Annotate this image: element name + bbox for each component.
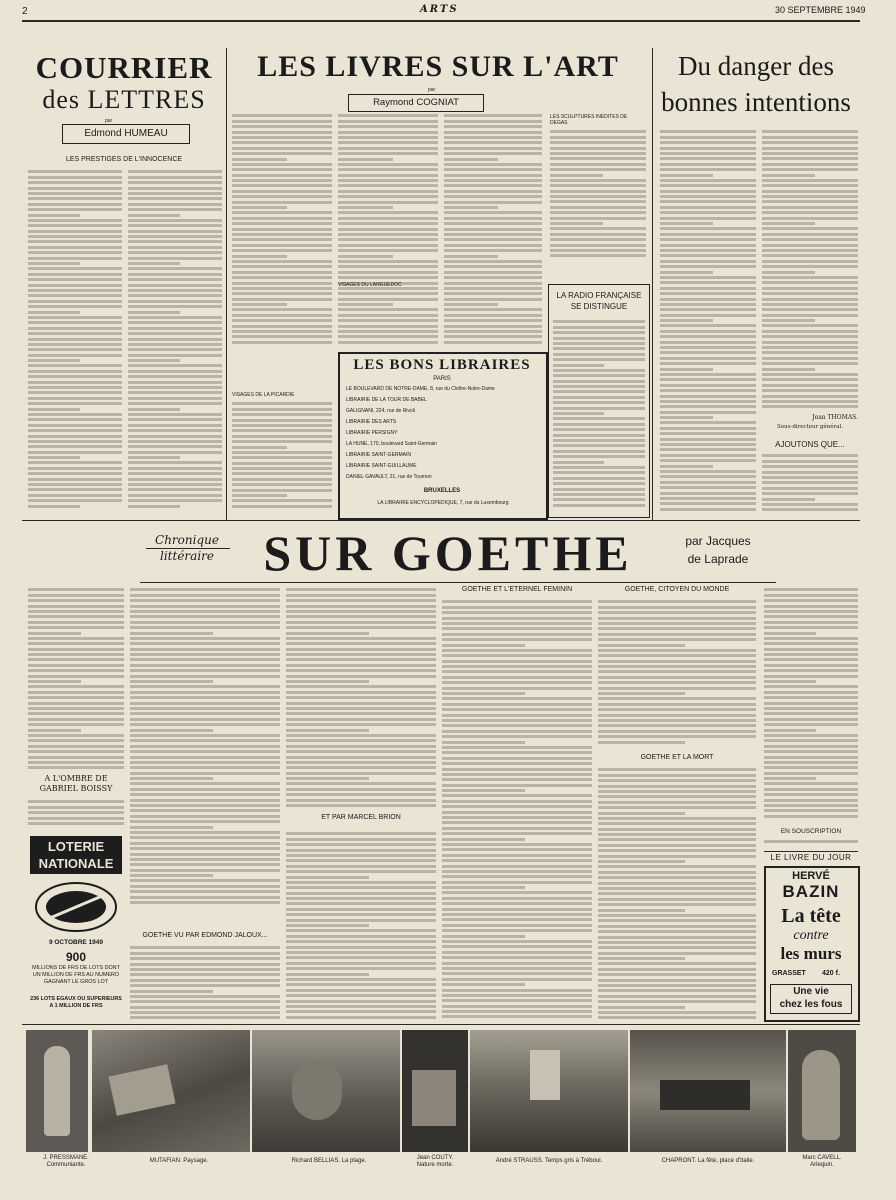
book-tag-2: chez les fous: [779, 999, 843, 1010]
courrier-author-prefix: par: [105, 118, 113, 124]
col-rule-1: [226, 48, 227, 520]
section-rule: [22, 520, 860, 521]
loterie-title: [30, 836, 122, 874]
libraires-title: LES BONS LIBRAIRES: [353, 357, 531, 373]
paintings-rule: [22, 1024, 860, 1025]
goethe-left-text: [28, 586, 124, 770]
painting-strauss: [470, 1030, 628, 1152]
caption-bellias: [256, 1158, 402, 1165]
souscription-text: [764, 838, 858, 848]
caption-title: La fête, place d'Italie.: [697, 1158, 755, 1164]
goethe-subhead-brion: ET PAR MARCEL BRION: [321, 814, 401, 821]
livres-subhead-languedoc: VISAGES DU LANGUEDOC: [338, 282, 402, 288]
livres-text-col3: [444, 112, 542, 348]
painting-pressmane: [26, 1030, 88, 1152]
caption-artist: CHAPRONT.: [661, 1158, 697, 1164]
goethe-subhead-feminin: GOETHE ET L'ETERNEL FEMININ: [461, 586, 573, 593]
painting-mutafian: [92, 1030, 250, 1152]
caption-artist: André STRAUSS.: [495, 1158, 544, 1164]
livres-author-prefix: par: [428, 87, 436, 93]
loterie-number: 900: [65, 950, 87, 964]
caption-title: Temps gris à Tréboul.: [544, 1158, 603, 1164]
courrier-subhead: LES PRESTIGES DE L'INNOCENCE: [65, 156, 183, 163]
caption-artist: J. PRESSMANE.: [43, 1155, 89, 1161]
loterie-date: 9 OCTOBRE 1949: [48, 939, 104, 946]
courrier-author: Edmond HUMEAU: [84, 128, 168, 139]
libraire-entry: LIBRAIRIE DES ARTS: [346, 419, 397, 425]
courrier-text-col2: [128, 168, 222, 510]
caption-artist: Jean COUTY.: [416, 1155, 454, 1161]
caption-chapront: [630, 1158, 786, 1165]
boissy-subhead: A L'OMBRE DE GABRIEL BOISSY: [39, 774, 113, 793]
radio-title: LA RADIO FRANÇAISE SE DISTINGUE: [556, 291, 642, 311]
danger-signature: Jean THOMAS.: [812, 414, 858, 421]
livres-subhead-picardie: VISAGES DE LA PICARDIE: [232, 392, 295, 398]
caption-title: Arlequin.: [810, 1162, 834, 1168]
book-publisher: GRASSET: [772, 970, 806, 977]
danger-title: Du danger des bonnes intentions: [661, 51, 851, 117]
bazin-last: BAZIN: [782, 882, 840, 901]
radio-text: [553, 318, 645, 510]
goethe-author-2: de Laprade: [687, 552, 749, 566]
col-rule-2: [652, 48, 653, 520]
livres-subhead-degas: LES SCULPTURES INEDITES DE DEGAS: [550, 114, 628, 126]
livres-author: Raymond COGNIAT: [373, 97, 459, 108]
caption-title: Communiante.: [46, 1162, 86, 1168]
painting-chapront: [630, 1030, 786, 1152]
caption-title: La plage.: [341, 1158, 367, 1164]
goethe-subhead-citoyen: GOETHE, CITOYEN DU MONDE: [624, 586, 730, 593]
caption-artist: Richard BELLIAS.: [291, 1158, 340, 1164]
loterie-desc: MILLIONS DE FRS DE LOTS DONT UN MILLION DE FRS AU NUMERO GAGNANT LE GROS LOT: [32, 965, 120, 985]
goethe-title: SUR GOETHE: [263, 525, 633, 581]
painting-cavell: [788, 1030, 856, 1152]
caption-title: Paysage.: [183, 1158, 209, 1164]
chronique-label-2: littéraire: [160, 549, 214, 563]
livres-text-col1: [232, 112, 332, 348]
book-tag-1: Une vie: [793, 986, 829, 997]
caption-artist: MUTAFIAN.: [149, 1158, 182, 1164]
livres-text-lower: [232, 400, 332, 510]
goethe-text-col1b: [130, 944, 280, 1020]
goethe-text-col1: [130, 586, 280, 906]
paper-name: ARTS: [420, 4, 459, 15]
livres-text-col2: [338, 112, 438, 348]
goethe-text-col4: [598, 598, 756, 748]
caption-artist: Marc CAVELL.: [802, 1155, 842, 1161]
caption-strauss: [470, 1158, 628, 1165]
issue-date: 30 SEPTEMBRE 1949: [775, 5, 866, 15]
libraire-entry: LE BOULEVARD DE NOTRE-DAME, 8, rue du Cloître-Notre-Dame: [346, 386, 495, 392]
chronique-label: Chronique: [155, 533, 219, 547]
danger-signature-role: Sous-directeur général.: [777, 424, 843, 430]
loterie-title-2: NATIONALE: [38, 856, 114, 871]
danger-ajoutons-subhead: AJOUTONS QUE...: [775, 440, 845, 449]
danger-text-col1: [660, 128, 756, 512]
caption-pressmane: [26, 1155, 106, 1169]
libraire-entry: DANIEL GAVAULT, 21, rue de Tournon: [346, 474, 432, 480]
goethe-text-right: [764, 586, 858, 822]
libraire-entry: LIBRAIRIE PERSIGNY: [346, 430, 398, 436]
loterie-emblem: [32, 878, 120, 936]
libraire-entry: GALIGNANI, 224, rue de Rivoli: [346, 408, 415, 414]
bazin-first: HERVÉ: [792, 870, 830, 882]
page-number: 2: [22, 6, 28, 17]
goethe-text-col2b: [286, 830, 436, 1020]
libraires-city-paris: PARIS: [433, 376, 451, 382]
caption-cavell: [786, 1155, 858, 1169]
libraires-list: [346, 384, 538, 483]
book-title-2: contre: [793, 928, 829, 943]
goethe-text-col3: [442, 598, 592, 1020]
libraire-entry: LIBRAIRIE DE LA TOUR DE BABEL: [346, 397, 427, 403]
livres-text-col4: [550, 128, 646, 258]
caption-title: Nature morte.: [416, 1162, 454, 1168]
goethe-author-1: par Jacques: [685, 534, 751, 548]
livre-jour-header: LE LIVRE DU JOUR: [770, 853, 852, 862]
loterie-title-1: LOTERIE: [47, 839, 105, 854]
book-price: 420 f.: [822, 970, 840, 977]
souscription-subhead: EN SOUSCRIPTION: [780, 828, 842, 835]
goethe-text-col4b: [598, 766, 756, 1020]
courrier-subtitle: des LETTRES: [42, 85, 206, 114]
painting-bellias: [252, 1030, 400, 1152]
chronique-rule: [146, 548, 230, 549]
libraires-bruxelles-entry: LA LIBRAIRIE ENCYCLOPÉDIQUE, 7, rue du Luxembourg: [377, 500, 509, 506]
goethe-subhead-mort: GOETHE ET LA MORT: [640, 754, 714, 761]
livres-title: LES LIVRES SUR L'ART: [257, 50, 619, 83]
boissy-text: [28, 798, 124, 828]
goethe-banner-rule: [140, 582, 776, 583]
libraire-entry: LIBRAIRIE SAINT-GUILLAUME: [346, 463, 417, 469]
caption-mutafian: [104, 1158, 254, 1165]
courrier-title: COURRIER: [35, 50, 213, 85]
loterie-lots: 236 LOTS EGAUX OU SUPERIEURS A 1 MILLION DE FRS: [30, 996, 122, 1009]
header-rule: [22, 20, 860, 22]
libraire-entry: LA HUNE, 170, boulevard Saint-Germain: [346, 441, 437, 447]
goethe-subhead-jaloux: GOETHE VU PAR EDMOND JALOUX...: [142, 932, 268, 939]
book-title-3: les murs: [780, 944, 842, 963]
livre-jour-rule: [764, 851, 858, 852]
danger-ajoutons-text: [762, 452, 858, 512]
danger-text-col2: [762, 128, 858, 412]
libraire-entry: LIBRAIRIE SAINT-GERMAIN: [346, 452, 412, 458]
courrier-text-col1: [28, 168, 122, 510]
libraires-city-bruxelles: BRUXELLES: [423, 488, 461, 494]
painting-couty: [402, 1030, 468, 1152]
goethe-text-col2: [286, 586, 436, 808]
caption-couty: [402, 1155, 468, 1169]
book-title-1: La tête: [781, 905, 841, 927]
